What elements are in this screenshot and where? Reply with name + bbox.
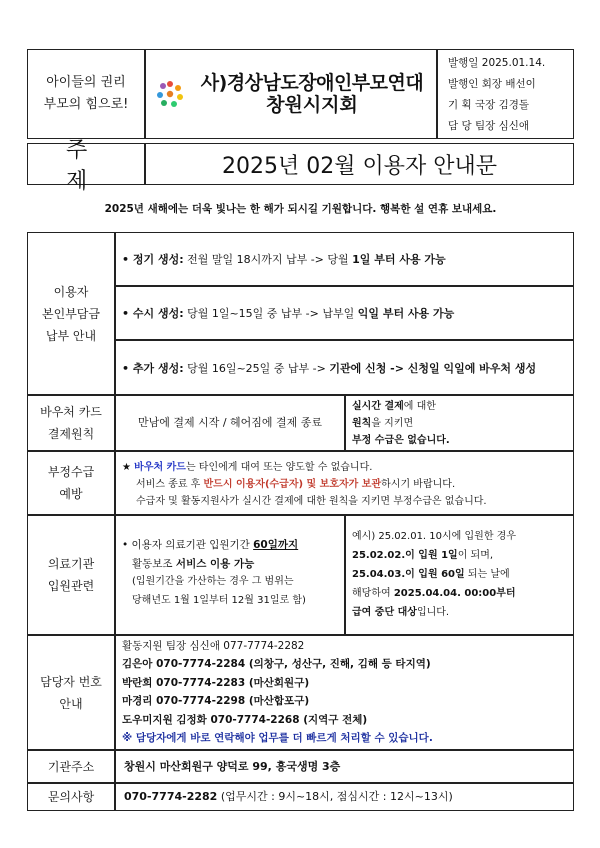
example-line5-rest: 입니다. [416,607,450,618]
frequent-body: 당월 1일~15일 중 납부 -> 납부일 [183,307,358,320]
example-line4-pre: 해당하여 [352,588,394,599]
additional-body: 당월 16일~25일 중 납부 -> [183,362,330,375]
regular-body: 전월 말일 18시까지 납부 -> 당월 [183,253,353,266]
inquiry-hours: (업무시간 : 9시~18시, 점심시간 : 12시~13시) [217,790,453,803]
address-label: 기관주소 [27,750,115,783]
fraud-label [27,451,115,515]
inquiry-label: 문의사항 [27,783,115,811]
principle-text: 원칙 [352,418,372,429]
voucher-rule: 만남에 결제 시작 / 헤어짐에 결제 종료 [115,395,345,451]
org-name: 사)경상남도장애인부모연대 [200,72,424,94]
subject-label: 주제 [27,143,145,185]
no-fraud-text: 부정 수급은 없습니다. [352,435,450,446]
additional-head: • 추가 생성: [122,362,184,375]
additional-emphasis: 기관에 신청 -> 신청일 익일에 바우처 생성 [329,362,537,375]
voucher-right-line2-rest: 을 지키면 [371,418,414,429]
hospital-example [345,515,574,635]
slogan-box [27,49,145,139]
contacts-label [27,635,115,750]
frequent-emphasis: 익일 부터 사용 가능 [357,307,455,320]
inquiry-phone: 070-7774-2282 [124,790,218,803]
voucher-card-text: 바우처 카드 [134,462,186,473]
fraud-label-line1: 부정수급 [47,465,95,479]
org-box [145,49,437,139]
hospital-left-line2: 활동보조 [132,557,176,570]
issue-date: 발행일 2025.01.14. [448,57,546,69]
planner: 기 획 국장 김경돌 [448,99,530,111]
contact-team-lead: 활동지원 팀장 심신애 077-7774-2282 [122,640,305,652]
fraud-line3: 수급자 및 활동지원사가 실시간 결제에 대한 원칙을 지키면 부정수급은 없습니다. [136,496,487,507]
contact-helper: 도우미지원 김정화 070-7774-2268 (지역구 전체) [122,713,368,726]
additional-generation-row [115,340,574,395]
payment-label-line1: 이용자 [53,284,89,299]
fraud-line2-pre: 서비스 종료 후 [136,479,204,490]
voucher-right-line1-rest: 에 대한 [403,401,436,412]
manager: 담 당 팀장 심신애 [448,120,530,132]
flower-logo-icon [152,76,188,112]
example-line3-bold: 25.04.03.이 입원 60일 [352,569,465,580]
example-line2-rest: 이 되며, [457,550,494,561]
hospital-label-line1: 의료기관 [47,557,95,571]
hospital-left-line1: • 이용자 의료기관 입원기간 [122,539,254,551]
example-line4-bold: 2025.04.04. 00:00부터 [393,588,516,599]
page-title: 2025년 02월 이용자 안내문 [145,143,574,185]
frequent-generation-row [115,286,574,340]
slogan-line2: 부모의 힘으로! [43,97,129,112]
publisher: 발행인 회장 배선이 [448,78,536,90]
example-line3-rest: 되는 날에 [464,569,510,580]
contacts-label-line2: 안내 [59,696,83,711]
frequent-head: • 수시 생성: [122,307,184,320]
issue-info-box [437,49,574,139]
fraud-line1-rest: 는 타인에게 대여 또는 양도할 수 없습니다. [185,462,373,473]
voucher-label [27,395,115,451]
voucher-label-line2: 결제원칙 [47,427,95,441]
hospital-rule [115,515,345,635]
sixty-days-text: 60일까지 [253,539,299,551]
hospital-label-line2: 입원관련 [47,579,95,593]
payment-label-line3: 납부 안내 [45,328,97,343]
org-branch: 창원시지회 [266,94,358,116]
slogan-line1: 아이들의 권리 [46,75,126,90]
realtime-payment-text: 실시간 결제 [352,401,404,412]
hospital-label [27,515,115,635]
hospital-left-line4: 당해년도 1월 1일부터 12월 31일로 함) [132,594,306,606]
payment-label [27,232,115,395]
service-available-text: 서비스 이용 가능 [175,557,255,570]
hospital-left-line3: (입원기간을 가산하는 경우 그 범위는 [132,576,294,587]
address-value: 창원시 마산회원구 양덕로 99, 흥국생명 3층 [115,750,574,783]
example-line1: 예시) 25.02.01. 10시에 입원한 경우 [352,531,516,542]
contacts-label-line1: 담당자 번호 [40,674,102,689]
contact-park: 박란희 070-7774-2283 (마산회원구) [122,676,310,689]
regular-head: • 정기 생성: [122,253,184,266]
example-line2-bold: 25.02.02.이 입원 1일 [352,550,458,561]
contacts-list [115,635,574,750]
fraud-label-line2: 예방 [59,487,83,501]
regular-emphasis: 1일 부터 사용 가능 [352,253,446,266]
payment-label-line2: 본인부담금 [42,306,100,321]
greeting: 2025년 새해에는 더욱 빛나는 한 해가 되시길 기원합니다. 행복한 설 연휴 보내세요. [104,203,497,215]
fraud-line2-post: 하시기 바랍니다. [381,479,456,490]
voucher-principle-note [345,395,574,451]
contacts-note: ※ 담당자에게 바로 연락해야 업무를 더 빠르게 처리할 수 있습니다. [122,732,433,745]
example-line5-bold: 급여 중단 대상 [352,607,417,618]
inquiry-value [115,783,574,811]
star-icon: ★ [122,462,135,473]
fraud-prevention-text [115,451,574,515]
contact-ma: 마경리 070-7774-2298 (마산합포구) [122,695,310,708]
contact-kim: 김은아 070-7774-2284 (의창구, 성산구, 진해, 김해 등 타지역) [122,658,431,671]
regular-generation-row [115,232,574,286]
keep-card-text: 반드시 이용자(수급자) 및 보호자가 보관 [203,479,382,490]
voucher-label-line1: 바우처 카드 [40,405,102,419]
